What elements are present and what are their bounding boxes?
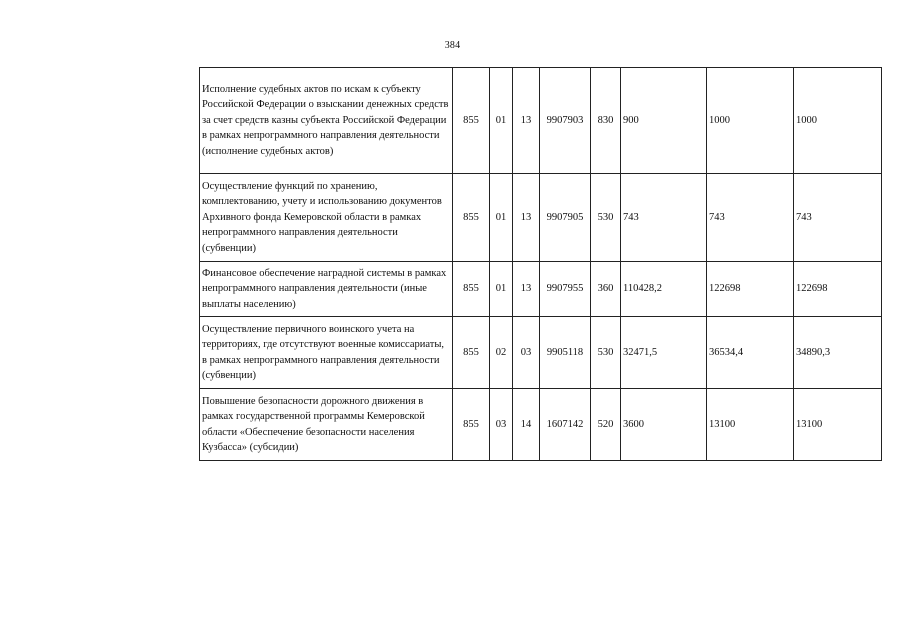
row-amount-2: 36534,4 (707, 317, 794, 389)
row-description: Финансовое обеспечение наградной системы в рамках непрограммного направления деятельности (иные выплаты населению) (200, 262, 453, 317)
row-section: 01 (490, 68, 513, 174)
row-subsection: 13 (513, 262, 540, 317)
row-amount-3: 122698 (794, 262, 882, 317)
row-amount-2: 13100 (707, 389, 794, 461)
row-subsection: 03 (513, 317, 540, 389)
row-amount-3: 34890,3 (794, 317, 882, 389)
row-expense-type: 530 (591, 317, 621, 389)
row-expense-type: 530 (591, 174, 621, 262)
row-amount-1: 900 (621, 68, 707, 174)
table-row (200, 68, 882, 174)
row-code: 855 (453, 262, 490, 317)
table-row (200, 389, 882, 461)
table-row (200, 317, 882, 389)
row-code: 855 (453, 174, 490, 262)
row-amount-1: 32471,5 (621, 317, 707, 389)
table-row (200, 174, 882, 262)
row-description: Осуществление функций по хранению, комплектованию, учету и использованию документов Архивного фонда Кемеровской области в рамках непрограммного направления деятельности (субвенции) (200, 174, 453, 262)
row-section: 01 (490, 262, 513, 317)
row-description: Повышение безопасности дорожного движения в рамках государственной программы Кемеровской области «Обеспечение безопасности населения Кузбасса» (субсидии) (200, 389, 453, 461)
row-amount-1: 743 (621, 174, 707, 262)
row-expense-type: 360 (591, 262, 621, 317)
row-section: 03 (490, 389, 513, 461)
row-description: Исполнение судебных актов по искам к субъекту Российской Федерации о взыскании денежных средств за счет средств казны субъекта Российской Федерации в рамках непрограммного направления деятельности (исполнение судебных актов) (200, 68, 453, 174)
row-subsection: 13 (513, 174, 540, 262)
budget-table (199, 67, 882, 461)
row-amount-3: 13100 (794, 389, 882, 461)
row-target-article: 9907955 (540, 262, 591, 317)
row-description: Осуществление первичного воинского учета на территориях, где отсутствуют военные комиссариаты, в рамках непрограммного направления деятельности (субвенции) (200, 317, 453, 389)
row-code: 855 (453, 389, 490, 461)
row-expense-type: 830 (591, 68, 621, 174)
row-target-article: 1607142 (540, 389, 591, 461)
page-number: 384 (444, 40, 461, 51)
row-amount-2: 1000 (707, 68, 794, 174)
row-target-article: 9905118 (540, 317, 591, 389)
row-target-article: 9907905 (540, 174, 591, 262)
row-amount-3: 743 (794, 174, 882, 262)
row-code: 855 (453, 68, 490, 174)
row-amount-2: 122698 (707, 262, 794, 317)
row-section: 02 (490, 317, 513, 389)
row-subsection: 14 (513, 389, 540, 461)
row-amount-3: 1000 (794, 68, 882, 174)
row-code: 855 (453, 317, 490, 389)
row-section: 01 (490, 174, 513, 262)
row-amount-1: 3600 (621, 389, 707, 461)
row-amount-1: 110428,2 (621, 262, 707, 317)
row-amount-2: 743 (707, 174, 794, 262)
row-subsection: 13 (513, 68, 540, 174)
table-row (200, 262, 882, 317)
row-expense-type: 520 (591, 389, 621, 461)
row-target-article: 9907903 (540, 68, 591, 174)
